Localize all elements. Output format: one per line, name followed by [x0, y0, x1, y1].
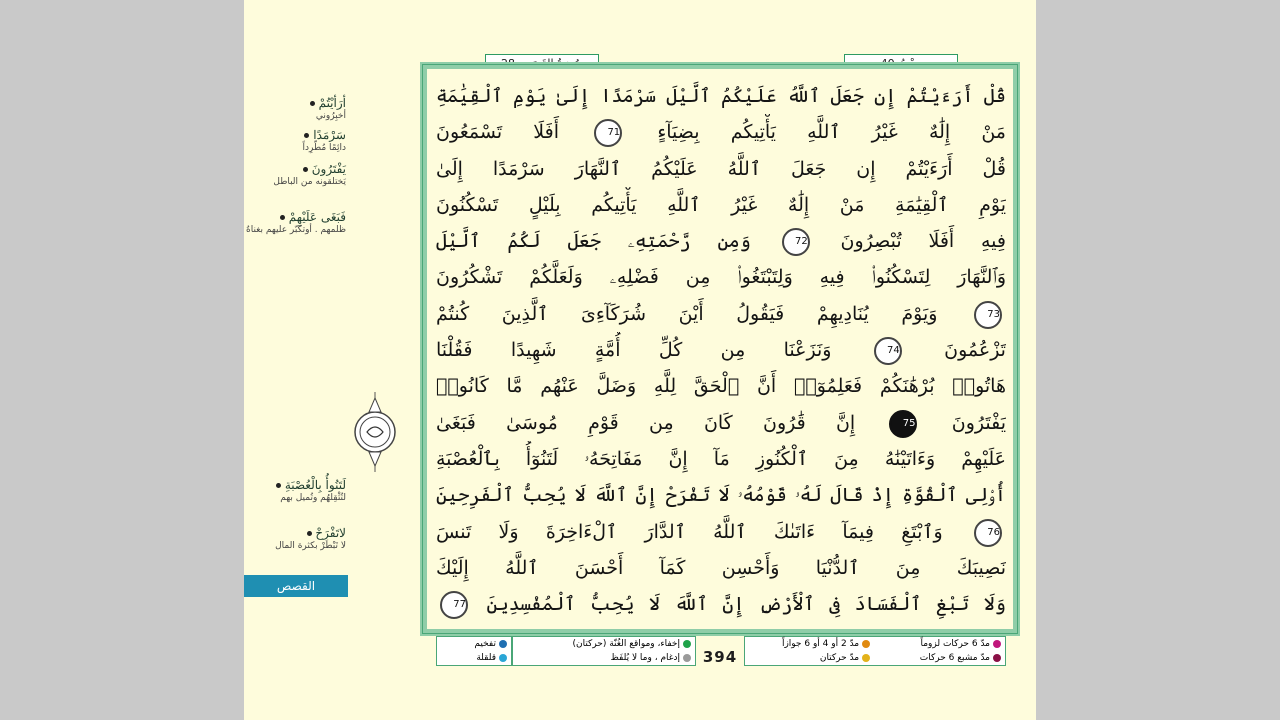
text-line — [436, 187, 1006, 223]
verse-text: أَفَلَا تَسْمَعُونَ — [436, 121, 560, 144]
verse-text: قُلْ أَرَءَيْتُمْ إِن جَعَلَ ٱللَّهُ عَلَيْكُمُ ٱلنَّهَارَ سَرْمَدًا إِلَىٰ — [436, 157, 1006, 180]
text-line — [436, 78, 1006, 114]
verse-text: وَمِن رَّحْمَتِهِۦ جَعَلَ لَكُمُ ٱلَّيْلَ — [436, 230, 751, 253]
verse-text: أُو۟لِى ٱلْقُوَّةِ إِذْ قَالَ لَهُۥ قَوْمُهُۥ لَا تَفْرَحْ إِنَّ ٱللَّهَ لَا يُحِبُّ ٱلْفَرِحِينَ — [436, 484, 1006, 507]
legend-dot-icon — [993, 640, 1001, 648]
legend-dot-icon — [862, 640, 870, 648]
text-line — [436, 223, 1006, 259]
verse-text: وَٱلنَّهَارَ لِتَسْكُنُوا۟ فِيهِ وَلِتَبْتَغُوا۟ مِن فَضْلِهِۦ وَلَعَلَّكُمْ تَشْكُرُونَ — [436, 266, 1006, 289]
text-line — [436, 514, 1006, 550]
page-number: 394 — [702, 648, 738, 666]
verse-text: تَزْعُمُونَ — [944, 339, 1006, 362]
legend-madd: مدّ 6 حركات لزوماً مدّ 2 أو 4 أو 6 جوازاً مدّ مشبع 6 حركات مدّ حركتان — [744, 636, 1006, 666]
text-line — [436, 332, 1006, 368]
legend-dot-icon — [683, 640, 691, 648]
text-line — [436, 151, 1006, 187]
verse-text: مَنْ إِلَٰهٌ غَيْرُ ٱللَّهِ يَأْتِيكُم بِضِيَآءٍ — [657, 121, 1006, 144]
margin-note: لاتَفْرَحْ لا تَبْطَرْ بكثرة المال — [275, 526, 346, 551]
text-line — [436, 296, 1006, 332]
legend-dot-icon — [499, 654, 507, 662]
legend-dot-icon — [499, 640, 507, 648]
ayah-number-marker: 71 — [594, 119, 622, 147]
ayah-number-marker: 74 — [874, 337, 902, 365]
verse-text: نَصِيبَكَ مِنَ ٱلدُّنْيَا وَأَحْسِن كَمَآ أَحْسَنَ ٱللَّهُ إِلَيْكَ — [436, 556, 1006, 579]
legend-dot-icon — [683, 654, 691, 662]
verse-text: إِنَّ قَٰرُونَ كَانَ مِن قَوْمِ مُوسَىٰ فَبَغَىٰ — [436, 411, 856, 434]
surah-tab[interactable]: القصص — [244, 575, 348, 597]
ayah-number-marker: 76 — [974, 519, 1002, 547]
verse-text: هَاتُوا۟ بُرْهَٰنَكُمْ فَعَلِمُوٓا۟ أَنَّ ٱلْحَقَّ لِلَّهِ وَضَلَّ عَنْهُم مَّا كَانُوا۟ — [436, 375, 1006, 398]
text-line — [436, 550, 1006, 586]
ayah-number-marker: 73 — [974, 301, 1002, 329]
text-line — [436, 368, 1006, 404]
ayah-number-marker: 75 — [889, 410, 917, 438]
mushaf-page — [244, 0, 1036, 720]
margin-note: فَبَغَى عَلَيْهِمْ ظلمهم . أوتكبّر عليهم بغناهُ — [245, 210, 346, 235]
verse-text: يَوْمِ ٱلْقِيَٰمَةِ مَنْ إِلَٰهٌ غَيْرُ ٱللَّهِ يَأْتِيكُم بِلَيْلٍ تَسْكُنُونَ — [436, 193, 1006, 216]
legend-dot-icon — [993, 654, 1001, 662]
verse-text: يَفْتَرُونَ — [951, 411, 1006, 434]
rub-medallion-icon — [351, 392, 399, 472]
margin-note: يَفْتَرُونَ يَختلقونه من الباطل — [273, 162, 346, 187]
verse-text: وَنَزَعْنَا مِن كُلِّ أُمَّةٍ شَهِيدًا فَقُلْنَا — [436, 339, 832, 362]
verse-text: وَيَوْمَ يُنَادِيهِمْ فَيَقُولُ أَيْنَ شُرَكَآءِىَ ٱلَّذِينَ كُنتُمْ — [436, 302, 938, 325]
legend-ikhfaa: إخفاء، ومواقع الغُنّة (حركتان) إدغام ، وما لا يُلفَظ — [512, 636, 696, 666]
margin-note: أرَأيْتُمْ أخبِرُوني — [246, 96, 346, 122]
verse-text: وَلَا تَبْغِ ٱلْفَسَادَ فِى ٱلْأَرْضِ إِنَّ ٱللَّهَ لَا يُحِبُّ ٱلْمُفْسِدِينَ — [486, 593, 1006, 616]
ayah-number-marker: 77 — [440, 591, 468, 619]
text-line — [436, 441, 1006, 477]
text-line — [436, 259, 1006, 295]
text-line — [436, 405, 1006, 441]
verse-text: عَلَيْهِمْ وَءَاتَيْنَٰهُ مِنَ ٱلْكُنُوزِ مَآ إِنَّ مَفَاتِحَهُۥ لَتَنُوٓأُ بِٱلْعُصْبَةِ — [436, 447, 1006, 470]
ayah-number-marker: 72 — [782, 228, 810, 256]
margin-note: سَرْمَدًا دائِمًا مُطّرِداً — [302, 128, 346, 153]
legend-tafkhim: تفخيم قلقلة — [436, 636, 512, 666]
verse-text: وَٱبْتَغِ فِيمَآ ءَاتَىٰكَ ٱللَّهُ ٱلدَّارَ ٱلْءَاخِرَةَ وَلَا تَنسَ — [436, 520, 943, 543]
verse-text: قُلْ أَرَءَيْتُمْ إِن جَعَلَ ٱللَّهُ عَلَيْكُمُ ٱلَّيْلَ سَرْمَدًا إِلَىٰ يَوْمِ ٱلْقِيَٰمَةِ — [436, 85, 1006, 107]
quran-text — [436, 78, 1006, 632]
verse-text: فِيهِ أَفَلَا تُبْصِرُونَ — [840, 230, 1006, 253]
legend-dot-icon — [862, 654, 870, 662]
text-line — [436, 586, 1006, 622]
text-line — [436, 114, 1006, 150]
text-line — [436, 477, 1006, 513]
margin-notes — [244, 0, 352, 720]
margin-note: لَتَنُوأُ بِالْعُصْبَةِ لتُثْقِلهُم وتُميل بهم — [246, 478, 346, 504]
